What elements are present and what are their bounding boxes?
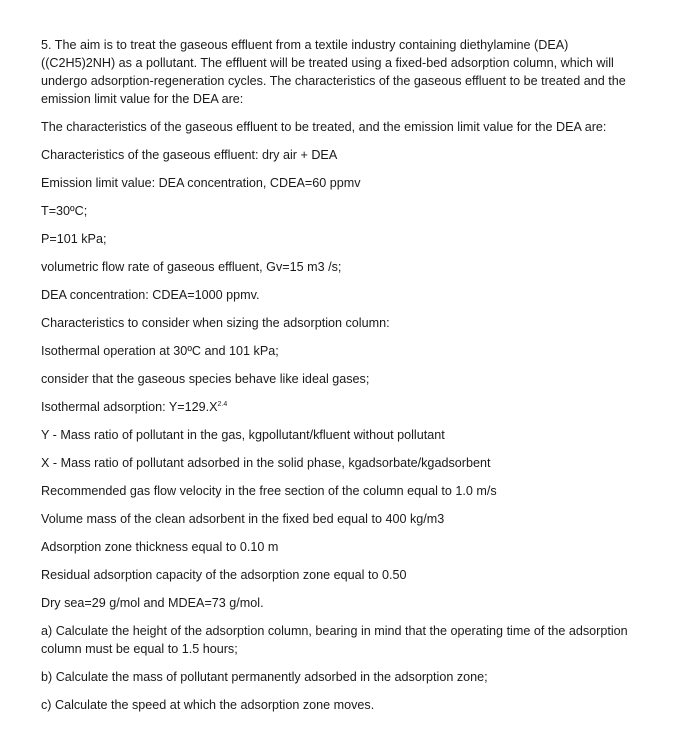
line-zone-thickness: Adsorption zone thickness equal to 0.10 m — [41, 540, 279, 554]
line-residual-capacity: Residual adsorption capacity of the adsorption zone equal to 0.50 — [41, 568, 407, 582]
line-molar-masses: Dry sea=29 g/mol and MDEA=73 g/mol. — [41, 596, 264, 610]
line-ideal-gases: consider that the gaseous species behave like ideal gases; — [41, 372, 370, 386]
line-characteristics-summary: The characteristics of the gaseous effluent to be treated, and the emission limit value for the DEA are: — [41, 120, 607, 134]
line-adsorbent-density: Volume mass of the clean adsorbent in the fixed bed equal to 400 kg/m3 — [41, 512, 445, 526]
line-emission-limit: Emission limit value: DEA concentration, CDEA=60 ppmv — [41, 176, 361, 190]
line-y-definition: Y - Mass ratio of pollutant in the gas, kgpollutant/kfluent without pollutant — [41, 428, 445, 442]
question-b: b) Calculate the mass of pollutant permanently adsorbed in the adsorption zone; — [41, 670, 488, 684]
question-a: a) Calculate the height of the adsorption column, bearing in mind that the operating time of the adsorption column must be equal to 1.5 hours; — [41, 624, 628, 656]
line-temperature: T=30ºC; — [41, 204, 88, 218]
isotherm-label: Isothermal adsorption: Y=129.X — [41, 400, 218, 414]
problem-text — [41, 36, 641, 724]
problem-intro: 5. The aim is to treat the gaseous effluent from a textile industry containing diethylamine (DEA) ((C2H5)2NH) as a pollutant. The effluent will be treated using a fixed-bed adsorption column, which will undergo adsorption-regeneration cycles. The characteristics of the gaseous effluent to be treated and the emission limit value for the DEA are: — [41, 38, 626, 106]
line-gas-velocity: Recommended gas flow velocity in the free section of the column equal to 1.0 m/s — [41, 484, 497, 498]
line-flow-rate: volumetric flow rate of gaseous effluent, Gv=15 m3 /s; — [41, 260, 342, 274]
question-c: c) Calculate the speed at which the adsorption zone moves. — [41, 698, 375, 712]
line-x-definition: X - Mass ratio of pollutant adsorbed in the solid phase, kgadsorbate/kgadsorbent — [41, 456, 491, 470]
isotherm-exponent: 2.4 — [217, 401, 228, 408]
line-isothermal-operation: Isothermal operation at 30ºC and 101 kPa; — [41, 344, 279, 358]
line-sizing-header: Characteristics to consider when sizing the adsorption column: — [41, 316, 390, 330]
line-effluent-characteristics: Characteristics of the gaseous effluent: dry air + DEA — [41, 148, 338, 162]
line-isotherm — [41, 398, 641, 426]
line-pressure: P=101 kPa; — [41, 232, 107, 246]
line-dea-concentration: DEA concentration: CDEA=1000 ppmv. — [41, 288, 260, 302]
